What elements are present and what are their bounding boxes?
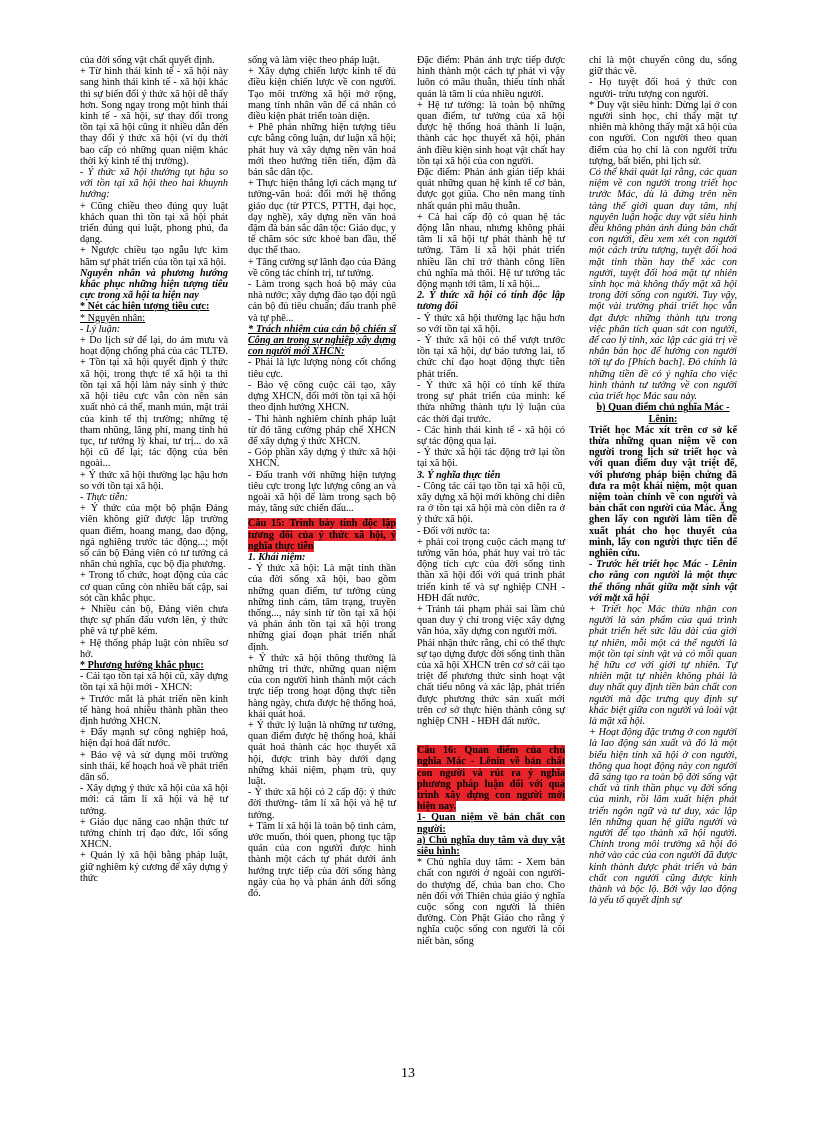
paragraph: + Giáo dục nâng cao nhận thức tư tưởng chính trị đạo đức, lối sống XHCN. <box>80 816 228 851</box>
paragraph: - Ý thức xã hội tác động trở lại tồn tại xã hội. <box>417 447 565 470</box>
paragraph: - Công tác cải tạo tồn tại xã hội cũ, xây dựng xã hội mới không chỉ diễn ra ở tồn tại xã hội mà còn diễn ra ở ý thức xã hội. <box>417 480 565 526</box>
paragraph: + Nhiều cán bộ, Đảng viên chưa thực sự phấn đấu vươn lên, ý thức phê và tự phê kém. <box>80 603 228 638</box>
paragraph: * Chủ nghĩa duy tâm: - Xem bản chất con người ở ngoài con người- do thượng đế, chúa ban cho. Cho nên đối với Thiên chúa giáo ý nghĩa cuộc sống con người là thiên đường. Còn Phật Giáo cho rằng ý nghĩa cuộc sống con người là cõi niết bàn, sống <box>417 857 565 947</box>
paragraph: - Phải là lực lượng nòng cốt chống tiêu cực. <box>248 357 396 380</box>
section-heading: b) Quan điểm chủ nghĩa Mác - Lênin: <box>596 402 730 425</box>
paragraph: - Đối với nước ta: <box>417 525 490 537</box>
paragraph: + Từ hình thái kinh tế - xã hội này sang hình thái kinh tế - xã hội khác thì sự biến đổi ý thức xã hội dễ thấy hơn. Song ngay trong một hình thái kinh tế - xã hội, sự thay đổi trong tồn tại xã hội cũng ít nhiều dẫn đến thay đổi ý thức xã hội (ví dụ thời bao cấp có những quan niệm khác thời kỳ kinh tế thị trường). <box>80 66 228 167</box>
paragraph: - Ý thức xã hội thường tụt hậu so với tồn tại xã hội theo hai khuynh hướng: <box>80 167 228 201</box>
paragraph: - Ý thức xã hội thường lạc hậu hơn so với tồn tại xã hội. <box>417 312 565 335</box>
paragraph: + Hệ thống pháp luật còn nhiều sơ hở. <box>80 637 228 660</box>
paragraph: - Họ tuyệt đối hoá ý thức con người- trừu tượng con người. <box>589 77 737 100</box>
paragraph: - Trước hết triết học Mác - Lênin cho rằng con người là một thực thể thống nhất giữa mặt sinh vật với mặt xã hội <box>589 559 737 604</box>
paragraph: + Xây dựng chiến lược kinh tế đủ điều kiện chiến lược về con người. Tạo môi trường xã hội mở rộng, mang tính nhân văn để cá nhân có điều kiện phát triển toàn diện. <box>248 66 396 123</box>
paragraph: + Triết học Mác thừa nhận con người là sản phẩm của quá trình phát triển hết sức lâu dài của giới tự nhiên, mỗi một cá thể người là một tồn tại sinh vật và có mối quan hệ hữu cơ với giới tự nhiên. Tự nhiên mặt tự nhiên không phải là duy nhất quy định tiền bản chất con người mà đặc trưng quy định sự khác biệt giữa con người và loài vật là mặt xã hội. <box>589 603 737 727</box>
paragraph: - Bảo vệ công cuộc cải tạo, xây dựng XHCN, đổi mới tồn tại xã hội theo định hướng XHCN. <box>248 379 396 414</box>
paragraph: + Ý thức xã hội thông thường là những tri thức, những quan niệm của con người hình thành một cách trực tiếp trong hoạt động thực tiễn hàng ngày, chưa được hệ thống hoá, khái quát hoá. <box>248 652 396 720</box>
paragraph: + Tránh tái phạm phải sai lầm chủ quan duy ý chí trong việc xây dựng văn hóa, xây dựng con người mới. <box>417 603 565 638</box>
paragraph: - Các hình thái kinh tế - xã hội có sự tác động qua lại. <box>417 424 565 447</box>
question-heading: Câu 15: Trình bày tính độc lập tương đối của ý thức xã hội, ý nghĩa thực tiễn <box>248 518 396 552</box>
paragraph: + Hoạt động đặc trưng ở con người là lao động sản xuất và đó là một biểu hiện tính xã hội ở con người, thông qua hoạt động này con người đã sáng tạo ra toàn bộ đời sống vật chất và tinh thần phục vụ đời sống của mình, rồi lâm xuất hiện phát triển ngôn ngữ và tư duy, xác lập lên những quan hệ giữa người và người để tạo thành xã hội người. Chính trong môi trường xã hội đó nhờ vào các của con người đã được kinh thành được phát triển và bản chất con người cũng được kinh thành và bộc lộ. Bởi vậy lao động là yếu tố quyết định sự <box>589 727 737 907</box>
paragraph: - Ý thức xã hội có 2 cấp độ: ý thức đời thường- tâm lí xã hội và hệ tư tưởng. <box>248 787 396 821</box>
paragraph: + Tồn tại xã hội quyết định ý thức xã hội, trong thực tế xã hội ta thì tồn tại xã hội làm nảy sinh ý thức xã hội tiêu cực vẫn còn nền sản xuất nhỏ cá thể, manh mún, mặt trái của kinh tế thị trường; những tệ tham nhũng, lãng phí, mang tính hủ tục, tư tưởng lỳ khai, tư trị... do xã hội cũ để lại; tác động của bên ngoài... <box>80 357 228 470</box>
paragraph: Triết học Mác xít trên cơ sở kế thừa những quan niệm về con người trong lịch sử triết học và với quan điểm duy vật triệt để, với phương pháp biện chứng đã đưa ra một khái niệm, một quan niệm toàn chỉnh về con người và bản chất con người của Mác. Ăng ghen lấy con người làm tiền đề xuất phát cho học thuyết của mình, lấy con người thực tiễn để nghiên cứu. <box>589 424 737 559</box>
paragraph: + Hệ tư tưởng: là toàn bộ những quan điểm, tư tưởng của xã hội được hệ thống hoá thành lí luận, thành các học thuyết xã hội, phản ánh điều kiện sinh hoạt vật chất hay tồn tại xã hội của con người. <box>417 99 565 167</box>
paragraph: - Ý thức xã hội có thể vượt trước tồn tại xã hội, dự báo tương lai, tổ chức chỉ đạo hoạt động thực tiễn phát triển. <box>417 335 565 380</box>
paragraph: + Ý thức xã hội thường lạc hậu hơn so với tồn tại xã hội. <box>80 469 228 492</box>
paragraph: - Làm trong sạch hoá bộ máy của nhà nước; xây dựng đào tạo đội ngũ cán bộ đủ tiêu chuẩn; đấu tranh phê và tự phê... <box>248 279 396 324</box>
paragraph: sống và làm việc theo pháp luật. <box>248 55 380 66</box>
paragraph: + Phê phán những hiện tượng tiêu cực bằng công luận, dư luận xã hội; phát huy và xây dựng nền văn hoá mới theo hướng tiên tiến, đậm đà bản sắc dân tộc. <box>248 122 396 179</box>
paragraph: + Thực hiện thắng lợi cách mạng tư tưởng-văn hoá: đổi mới hệ thống giáo dục (từ PTCS, PTTH, đại học, dạy nghề), xây dựng nền văn hoá đậm đà bản sắc dân tộc: Giáo dục, y tế chăm sóc sức khoẻ ban đầu, thể dục thể thao. <box>248 178 396 257</box>
subheading: - Lý luận: <box>80 323 121 335</box>
subheading: a) Chủ nghĩa duy tâm và duy vật siêu hình: <box>417 834 565 858</box>
paragraph: Có thể khái quát lại rằng, các quan niệm về con người trong triết học trước Mác, dù là đứng trên nền tảng thế giới quan duy tâm, nhị nguyên luận hoặc duy vật siêu hình đều không phản ánh đúng bản chất con người, đều xem xét con người một cách trừu tượng, tuyệt đối hoá mặt tinh thần hay thể xác con người, tuyệt đối hoá mặt tự nhiên sinh học mà không thấy mặt xã hội trong đời sống con người. Tuy vậy, một vài trường phái triết học vẫn đạt được những thành tựu trong việc phân tích quan sát con người, để cao lý tính, xác lập các giá trị về nhân bản học để hướng con người tới tự do [Phích bach]. Đó chính là những tiền đề có ý nghĩa cho việc hình thành tư tưởng về con người của triết học Mác sau này. <box>589 167 737 403</box>
paragraph: chỉ là một chuyến công du, sống giữ thác về. <box>589 55 737 78</box>
paragraph: Phải nhận thức rằng, chỉ có thể thực sự tạo dựng được đời sống tinh thần của xã hội XHCN trên cơ sở cải tạo triệt để phương thức sinh hoạt vật chất tiểu nông và xác lập, phát triển được phương thức sản xuất mới trên cơ sở thực hiện thành công sự nghiệp CNH - HĐH đất nước. <box>417 637 565 727</box>
paragraph: + Cả hai cấp độ có quan hệ tác động lẫn nhau, nhưng không phải tâm lí xã hội tự phát thành hệ tư tưởng. Tâm lí xã hội phát triển nhiều lần chỉ trở thành công liền chủ nghĩa mà thôi. Hệ tư tưởng tác động mạnh tới tâm, lí xã hội... <box>417 211 565 291</box>
page-number: 13 <box>401 1066 415 1081</box>
paragraph: - Đấu tranh với những hiện tượng tiêu cực trong lực lượng công an và ngoài xã hội để làm trong sạch bộ máy, tăng sức chiến đấu... <box>248 469 396 515</box>
section-heading: Nguyên nhân và phương hướng khắc phục những hiện tượng tiêu cực trong xã hội ta hiện nay <box>80 267 228 302</box>
paragraph: - Ý thức xã hội có tính kế thừa trong sự phát triển của mình: kế thừa những thành tựu lý luận của các thời đại trước. <box>417 379 565 425</box>
subheading: 3. Ý nghĩa thực tiễn <box>417 469 501 481</box>
paragraph: + Bảo vệ và sử dụng môi trường sinh thái, kế hoạch hoá về phát triển dân số. <box>80 749 228 783</box>
paragraph: Đặc điểm: Phản ánh trực tiếp được hình thành một cách tự phát vì vậy luôn có mâu thuẫn, thiếu tính nhất quán là tâm lí của nhiều người. <box>417 55 565 100</box>
paragraph: + Trước mắt là phát triển nền kinh tế hàng hoá nhiều thành phần theo định hướng XHCN. <box>80 693 228 727</box>
paragraph: + Do lịch sử để lại, do ảm mưu và hoạt động chống phá của các TLTĐ. <box>80 335 228 358</box>
paragraph: - Cải tạo tồn tại xã hội cũ, xây dựng tồn tại xã hội mới - XHCN: <box>80 671 228 694</box>
paragraph: - Ý thức xã hội: Là mặt tinh thần của đời sống xã hội, bao gồm những quan điểm, tư tưởng cùng những tình cảm, tâm trạng, truyền thống..., nảy sinh từ tồn tại xã hội và phản ánh tồn tại xã hội trong những giai đoạn phát triển nhất định. <box>248 563 396 653</box>
paragraph: * Duy vật siêu hình: Dừng lại ở con người sinh học, chỉ thấy mặt tự nhiên mà không thấy mặt xã hội của con người. Con người theo quan điểm của họ chỉ là con người trừu tượng, bất biến, phi lịch sử. <box>589 99 737 167</box>
section-heading: * Nét các hiện tượng tiêu cực: <box>80 301 210 313</box>
paragraph: + Tăng cường sự lãnh đạo của Đảng về công tác chính trị, tư tưởng. <box>248 256 396 279</box>
subheading: - Thực tiễn: <box>80 491 128 503</box>
section-heading: * Trách nhiệm của cán bộ chiến sĩ Công an trong sự nghiệp xây dựng con người mới XHCN: <box>248 323 396 358</box>
paragraph: + phải coi trọng cuộc cách mạng tư tưởng văn hóa, phát huy vai trò tác động tích cực của đời sống tinh thần xã hội đối với quá trình phát triển kinh tế và sự nghiệp CNH - HĐH đất nước. <box>417 536 565 604</box>
question-heading: Câu 16: Quan điểm của chủ nghĩa Mác - Lênin về bản chất con người và rút ra ý nghĩa phương pháp luận đối với quá trình xây dựng con người mới hiện nay. <box>417 745 565 813</box>
paragraph: của đời sống vật chất quyết định. <box>80 55 215 66</box>
section-heading: * Phương hướng khắc phục: <box>80 659 204 671</box>
text-column-1 <box>80 55 228 884</box>
text-column-2 <box>248 55 396 899</box>
subheading: * Nguyên nhân: <box>80 312 146 324</box>
paragraph: + Tâm lí xã hội là toàn bộ tình cảm, ước muốn, thói quen, phong tục tập quán của con người được hình thành một cách tự phát dưới ảnh hưởng trực tiếp của đời sống hàng ngày của họ và phản ánh đời sống đó. <box>248 820 396 900</box>
paragraph: + Cũng chiều theo đúng quy luật khách quan thì tồn tại xã hội phát triển đúng qui luật, phong phú, đa dạng. <box>80 200 228 246</box>
paragraph: - Góp phần xây dựng ý thức xã hội XHCN. <box>248 447 396 470</box>
paragraph: Đặc điểm: Phản ánh gián tiếp khái quát những quan hệ kinh tế cơ bản, được gọt giũa. Cho nên mang tính nhất quán phi mâu thuẫn. <box>417 167 565 212</box>
paragraph: - Thi hành nghiêm chỉnh pháp luật từ đó tăng cường pháp chế XHCN để xây dựng ý thức XHCN. <box>248 413 396 447</box>
text-column-4 <box>589 55 737 906</box>
paragraph: + Trong tổ chức, hoạt động của các cơ quan cũng còn nhiều bất cập, sai sót cần khắc phục. <box>80 570 228 604</box>
paragraph: + Ý thức lý luận là những tư tưởng, quan điểm được hệ thống hoá, khái quát hoá thành các học thuyết xã hội, được trình bày dưới dạng những khái niệm, phạm trù, quy luật. <box>248 719 396 787</box>
section-heading: 1- Quan niệm về bản chất con người: <box>417 812 565 835</box>
paragraph: + Ngược chiều tạo ngẫu lực kìm hãm sự phát triển của tồn tại xã hội. <box>80 245 228 268</box>
paragraph: + Ý thức của một bộ phận Đảng viên không giữ được lập trường quan điểm, hoang mang, dao động, ngả nghiêng trước tác động...; một số cán bộ Đảng viên có tư tưởng cá nhân chủ nghĩa, cục bộ địa phương. <box>80 503 228 571</box>
paragraph: + Đẩy mạnh sự công nghiệp hoá, hiện đại hoá đất nước. <box>80 727 228 750</box>
subheading: 1. Khái niệm: <box>248 551 306 563</box>
paragraph: + Quản lý xã hội bằng pháp luật, giữ nghiêm kỷ cương để xây dựng ý thức <box>80 850 228 884</box>
paragraph: - Xây dựng ý thức xã hội của xã hội mới: cả tâm lí xã hội và hệ tư tưởng. <box>80 783 228 817</box>
text-column-3 <box>417 55 565 947</box>
subheading: 2. Ý thức xã hội có tính độc lập tương đối <box>417 290 565 313</box>
